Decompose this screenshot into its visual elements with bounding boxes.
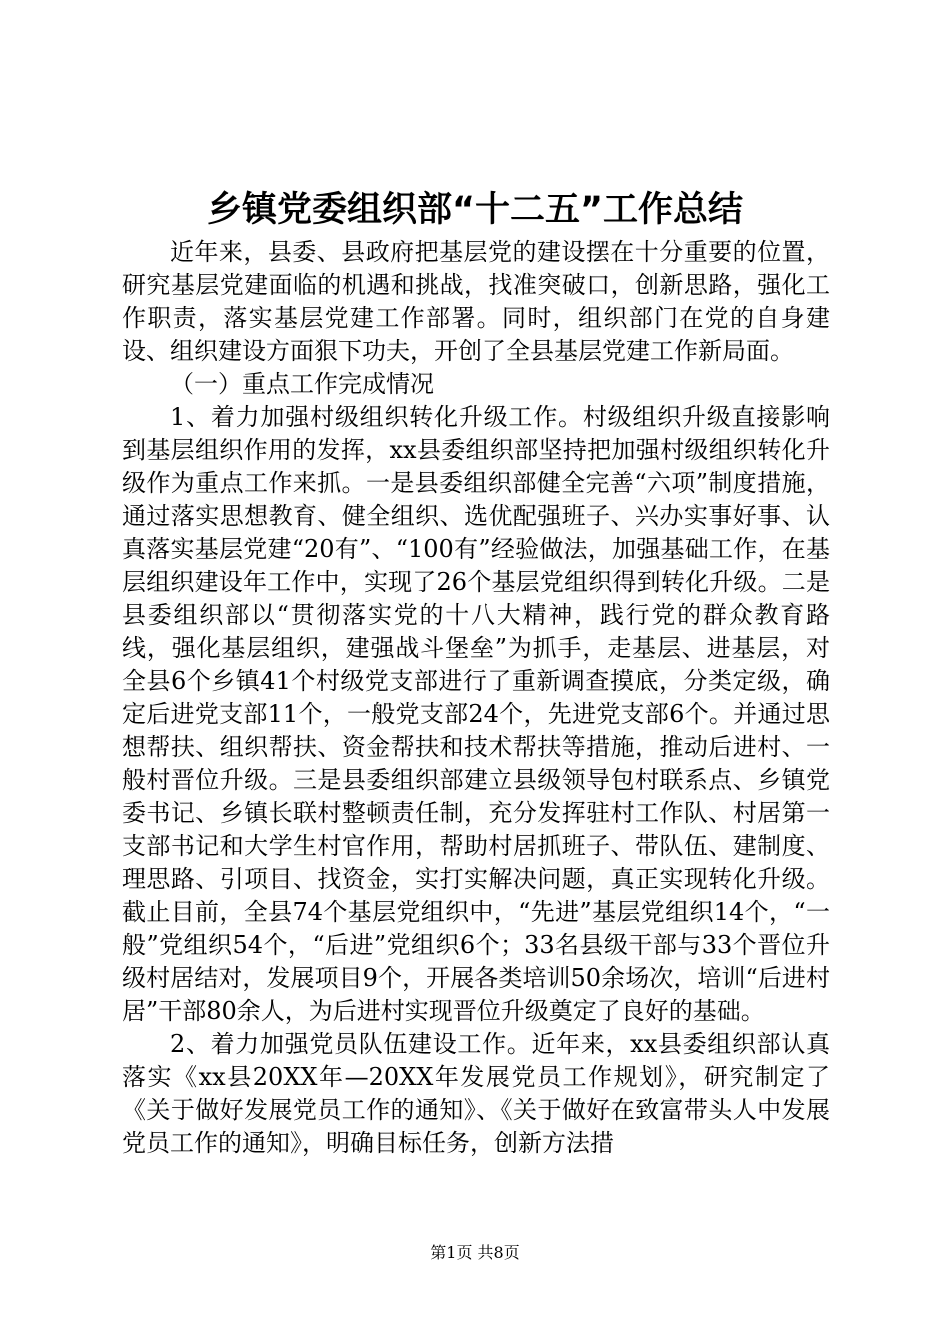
- paragraph-intro: 近年来，县委、县政府把基层党的建设摆在十分重要的位置，研究基层党建面临的机遇和挑战，找准突破口，创新思路，强化工作职责，落实基层党建工作部署。同时，组织部门在党的自身建设、组织建设方面狠下功夫，开创了全县基层党建工作新局面。: [122, 238, 830, 365]
- page-number-footer: 第1页 共8页: [430, 1243, 520, 1262]
- paragraph-village-organization: 1、着力加强村级组织转化升级工作。村级组织升级直接影响到基层组织作用的发挥，xx县委组织部坚持把加强村级组织转化升级作为重点工作来抓。一是县委组织部健全完善“六项”制度措施，通过落实思想教育、健全组织、选优配强班子、兴办实事好事、认真落实基层党建“20有”、“100有”经验做法，加强基础工作，在基层组织建设年工作中，实现了26个基层党组织得到转化升级。二是县委组织部以“贯彻落实党的十八大精神，践行党的群众教育路线，强化基层组织，建强战斗堡垒”为抓手，走基层、进基层，对全县6个乡镇41个村级党支部进行了重新调查摸底，分类定级，确定后进党支部11个，一般党支部24个，先进党支部6个。并通过思想帮扶、组织帮扶、资金帮扶和技术帮扶等措施，推动后进村、一般村晋位升级。三是县委组织部建立县级领导包村联系点、乡镇党委书记、乡镇长联村整顿责任制，充分发挥驻村工作队、村居第一支部书记和大学生村官作用，帮助村居抓班子、带队伍、建制度、理思路、引项目、找资金，实打实解决问题，真正实现转化升级。截止目前，全县74个基层党组织中，“先进”基层党组织14个，“一般”党组织54个，“后进”党组织6个；33名县级干部与33个晋位升级村居结对，发展项目9个，开展各类培训50余场次，培训“后进村居”干部80余人，为后进村实现晋位升级奠定了良好的基础。: [122, 403, 830, 1025]
- document-title: 乡镇党委组织部“十二五”工作总结: [206, 190, 743, 230]
- document-body: [122, 236, 830, 1160]
- section-heading: （一）重点工作完成情况: [170, 370, 434, 398]
- paragraph-party-member-team: 2、着力加强党员队伍建设工作。近年来，xx县委组织部认真落实《xx县20XX年—20XX年发展党员工作规划》，研究制定了《关于做好发展党员工作的通知》、《关于做好在致富带头人中发展党员工作的通知》，明确目标任务，创新方法措: [122, 1030, 830, 1157]
